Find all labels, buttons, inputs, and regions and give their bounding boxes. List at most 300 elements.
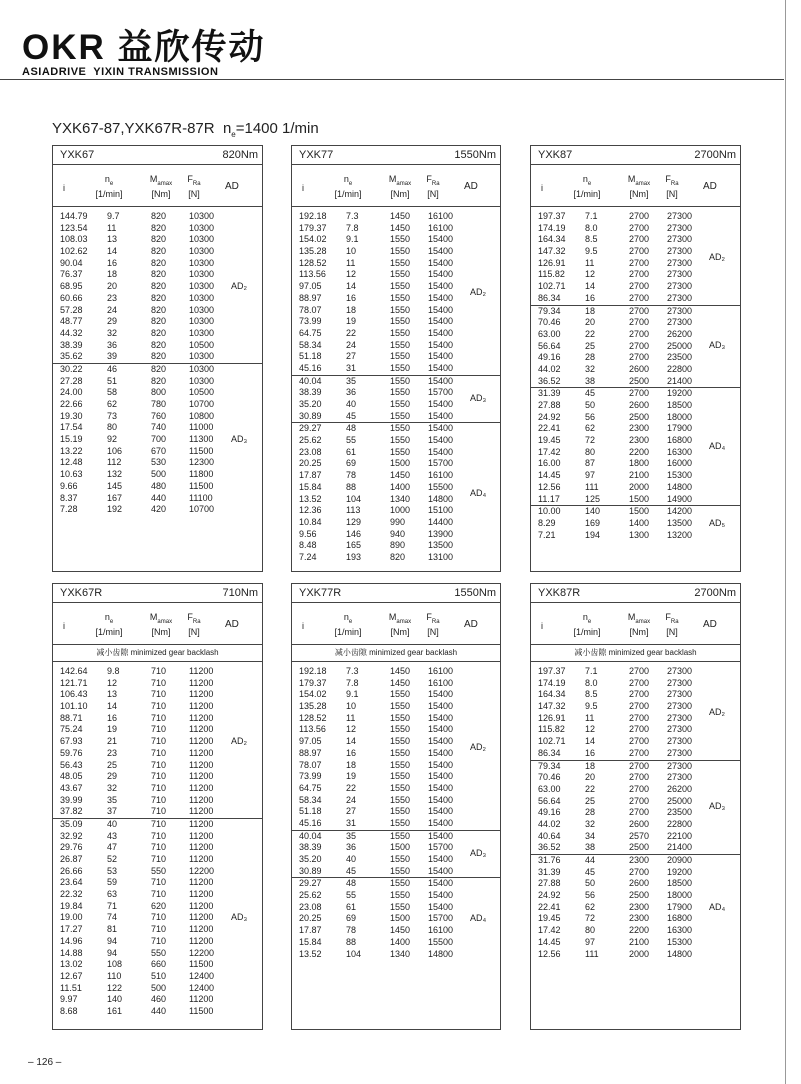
cell: 64.75 — [299, 327, 322, 338]
cell: 15400 — [428, 817, 454, 828]
table-row — [292, 890, 500, 902]
backlash-note: 减小齿隙 minimized gear backlash — [531, 645, 740, 662]
cell: 128.52 — [299, 712, 327, 723]
cell: 12 — [346, 724, 357, 735]
ad-group — [53, 818, 262, 1018]
cell: 14.45 — [538, 470, 561, 481]
cell: 35 — [107, 794, 118, 805]
cell: 11500 — [189, 445, 214, 456]
cell: 11.51 — [60, 982, 82, 993]
table-row — [292, 246, 500, 258]
cell: 35.20 — [299, 854, 322, 864]
table-body — [292, 662, 500, 960]
cell: 2100 — [629, 936, 650, 947]
cell: 820 — [151, 351, 167, 362]
table-row — [53, 819, 262, 831]
cell: 1550 — [390, 423, 411, 434]
cell: 11500 — [189, 959, 214, 970]
cell: 10.00 — [538, 506, 561, 517]
panel-4 — [291, 583, 501, 1030]
cell: 2700 — [629, 736, 650, 747]
cell: 38 — [585, 375, 596, 386]
cell: 1550 — [390, 246, 411, 257]
ad-label: AD₃ — [231, 912, 248, 923]
cell: 15400 — [428, 446, 454, 457]
cell: 58 — [107, 387, 118, 398]
cell: 710 — [151, 701, 167, 712]
table-row — [292, 399, 500, 411]
cell: 15400 — [428, 269, 454, 280]
cell: 69 — [346, 913, 357, 924]
cell: 9.97 — [60, 994, 78, 1005]
table-row — [53, 246, 262, 258]
cell: 13.52 — [299, 493, 322, 504]
cell: 1550 — [390, 736, 411, 747]
cell: 67.93 — [60, 736, 83, 747]
cell: 25000 — [667, 340, 693, 351]
cell: 39 — [107, 351, 118, 362]
cell: 174.19 — [538, 222, 566, 233]
cell: 45.16 — [299, 362, 322, 373]
ad-label: AD₂ — [231, 281, 247, 292]
cell: 1550 — [390, 316, 411, 327]
cell: 10300 — [189, 257, 215, 268]
cell: 16100 — [428, 666, 454, 676]
cell: 17.42 — [538, 446, 561, 457]
col-f-unit: [N] — [666, 188, 678, 199]
cell: 8.5 — [585, 234, 598, 245]
brand-subtitle: ASIADRIVE YIXIN TRANSMISSION — [22, 66, 219, 78]
table-row — [292, 293, 500, 305]
cell: 22.66 — [60, 399, 83, 409]
cell: 35 — [346, 375, 357, 386]
cell: 15400 — [428, 736, 454, 747]
cell: 1550 — [390, 399, 411, 409]
cell: 820 — [151, 281, 167, 292]
table-row — [531, 925, 740, 937]
panel-model: YXK77 — [299, 149, 334, 161]
cell: 20.25 — [299, 913, 322, 924]
table-row — [292, 281, 500, 293]
cell: 31.39 — [538, 388, 561, 399]
cell: 2700 — [629, 269, 650, 280]
cell: 8.0 — [585, 677, 598, 688]
cell: 7.8 — [346, 222, 359, 233]
cell: 17900 — [667, 901, 693, 912]
cell: 27300 — [667, 317, 693, 328]
cell: 62 — [585, 901, 596, 912]
table-row — [292, 913, 500, 925]
cell: 36.52 — [538, 375, 561, 386]
cell: 710 — [151, 759, 167, 770]
table-row — [53, 994, 262, 1006]
cell: 25 — [585, 340, 596, 351]
cell: 11500 — [189, 1005, 214, 1016]
cell: 31.39 — [538, 866, 561, 877]
table-row — [53, 351, 262, 363]
cell: 59.76 — [60, 747, 83, 758]
cell: 820 — [151, 304, 167, 315]
cell: 47 — [107, 842, 118, 853]
panel-torque: 1550Nm — [454, 587, 496, 599]
cell: 1500 — [390, 913, 411, 924]
cell: 1550 — [390, 794, 411, 805]
cell: 2500 — [629, 411, 650, 422]
cell: 16100 — [428, 470, 454, 481]
column-header — [53, 603, 262, 645]
col-n-sym: n — [582, 174, 588, 184]
table-row — [53, 877, 262, 889]
cell: 174.19 — [538, 677, 566, 688]
table-row — [53, 411, 262, 423]
table-row — [292, 435, 500, 447]
cell: 2700 — [629, 234, 650, 245]
table-row — [292, 724, 500, 736]
cell: 11200 — [189, 794, 214, 805]
cell: 15400 — [428, 246, 454, 257]
cell: 15400 — [428, 281, 454, 292]
cell: 32 — [585, 363, 596, 374]
table-row — [53, 983, 262, 995]
table-row — [53, 504, 262, 516]
cell: 500 — [151, 982, 167, 993]
cell: 43 — [107, 830, 118, 841]
col-n-unit: [1/min] — [573, 626, 601, 637]
col-m-sub: amax — [635, 618, 651, 625]
cell: 11000 — [189, 422, 214, 433]
cell: 34 — [585, 830, 596, 841]
col-n — [91, 174, 127, 199]
panel-torque: 710Nm — [222, 587, 258, 599]
cell: 97.05 — [299, 281, 322, 292]
cell: 31.76 — [538, 855, 561, 865]
cell: 27300 — [667, 666, 693, 676]
table-row — [292, 423, 500, 435]
cell: 1300 — [629, 529, 650, 540]
cell: 1550 — [390, 830, 411, 841]
ad-group — [531, 505, 740, 541]
cell: 165 — [346, 540, 362, 551]
cell: 12.36 — [299, 505, 322, 516]
cell: 76.37 — [60, 269, 83, 280]
cell: 27300 — [667, 747, 693, 758]
cell: 14800 — [667, 948, 693, 959]
cell: 1500 — [629, 493, 650, 504]
cell: 11200 — [189, 889, 214, 900]
table-row — [292, 713, 500, 725]
col-f-sub: Ra — [431, 618, 440, 625]
table-row — [292, 482, 500, 494]
cell: 27300 — [667, 246, 693, 257]
cell: 10300 — [189, 246, 215, 257]
cell: 1400 — [390, 936, 411, 947]
cell: 27300 — [667, 760, 693, 771]
cell: 7.1 — [585, 666, 598, 676]
table-row — [53, 724, 262, 736]
cell: 125 — [585, 493, 601, 504]
cell: 27300 — [667, 677, 693, 688]
cell: 710 — [151, 830, 167, 841]
cell: 820 — [151, 327, 167, 338]
cell: 140 — [107, 994, 123, 1005]
cell: 13.02 — [60, 959, 83, 970]
cell: 9.5 — [585, 701, 598, 712]
cell: 36 — [107, 339, 118, 350]
cell: 32 — [107, 327, 118, 338]
cell: 15.84 — [299, 936, 322, 947]
col-f-sub: Ra — [192, 618, 201, 625]
table-row — [531, 458, 740, 470]
cell: 17.42 — [538, 925, 561, 936]
panel-torque: 820Nm — [222, 149, 258, 161]
cell: 1500 — [629, 506, 650, 517]
cell: 128.52 — [299, 257, 327, 268]
table-row — [531, 784, 740, 796]
cell: 35.09 — [60, 818, 83, 829]
cell: 16 — [346, 292, 357, 303]
cell: 154.02 — [299, 234, 327, 245]
cell: 104 — [346, 493, 362, 504]
cell: 2700 — [629, 222, 650, 233]
cell: 22800 — [667, 363, 693, 374]
cell: 25.62 — [299, 890, 322, 901]
header-rule — [0, 79, 784, 80]
cell: 72 — [585, 435, 596, 446]
cell: 12 — [585, 269, 596, 280]
cell: 10300 — [189, 292, 215, 303]
cell: 27300 — [667, 772, 693, 783]
cell: 97 — [585, 936, 596, 947]
cell: 90.04 — [60, 257, 83, 268]
panel-0 — [52, 145, 263, 572]
cell: 15400 — [428, 806, 454, 817]
cell: 2700 — [629, 352, 650, 363]
cell: 27 — [346, 351, 357, 362]
cell: 12.56 — [538, 948, 561, 959]
cell: 43.67 — [60, 782, 83, 793]
cell: 15700 — [428, 913, 454, 924]
cell: 135.28 — [299, 701, 327, 712]
table-row — [531, 388, 740, 400]
ad-label: AD₂ — [231, 736, 247, 747]
cell: 14900 — [667, 493, 693, 504]
cell: 2000 — [629, 481, 650, 492]
cell: 147.32 — [538, 701, 566, 712]
ad-group — [531, 760, 740, 855]
cell: 2700 — [629, 760, 650, 771]
cell: 710 — [151, 912, 167, 923]
cell: 72 — [585, 913, 596, 924]
cell: 2700 — [629, 328, 650, 339]
panel-model: YXK67R — [60, 587, 103, 599]
col-m-sym: M — [149, 174, 158, 184]
cell: 2700 — [629, 305, 650, 316]
table-row — [53, 305, 262, 317]
cell: 140 — [585, 506, 601, 517]
cell: 40.04 — [299, 830, 322, 841]
cell: 15400 — [428, 351, 454, 362]
col-m-sub: amax — [157, 618, 173, 625]
table-row — [53, 901, 262, 913]
cell: 1550 — [390, 747, 411, 758]
col-f — [179, 612, 209, 637]
cell: 192.18 — [299, 666, 327, 676]
cell: 1450 — [390, 211, 411, 221]
cell: 11200 — [189, 747, 214, 758]
cell: 2700 — [629, 317, 650, 328]
table-row — [292, 387, 500, 399]
cell: 1550 — [390, 292, 411, 303]
page-subtitle — [52, 120, 319, 139]
cell: 10300 — [189, 316, 215, 327]
cell: 2700 — [629, 795, 650, 806]
cell: 86.34 — [538, 292, 561, 303]
col-f-unit: [N] — [188, 626, 200, 637]
cell: 9.5 — [585, 246, 598, 257]
ad-group — [531, 211, 740, 305]
cell: 10800 — [189, 410, 215, 421]
cell: 1500 — [390, 842, 411, 853]
cell: 16.00 — [538, 458, 561, 469]
col-n-sym: n — [104, 612, 110, 622]
cell: 10300 — [189, 211, 215, 221]
table-row — [53, 866, 262, 878]
col-n-sym: n — [582, 612, 588, 622]
table-row — [531, 376, 740, 388]
table-row — [292, 925, 500, 937]
cell: 88.71 — [60, 712, 83, 723]
subtitle-n: n — [222, 120, 232, 137]
cell: 15400 — [428, 362, 454, 373]
cell: 126.91 — [538, 257, 566, 268]
cell: 32 — [107, 782, 118, 793]
cell: 10 — [346, 246, 357, 257]
cell: 15400 — [428, 399, 454, 409]
col-n-sub: e — [109, 180, 114, 187]
table-row — [292, 234, 500, 246]
table-row — [531, 855, 740, 867]
cell: 122 — [107, 982, 123, 993]
cell: 2300 — [629, 855, 650, 865]
cell: 56 — [585, 890, 596, 901]
table-row — [292, 269, 500, 281]
table-row — [531, 890, 740, 902]
table-row — [292, 878, 500, 890]
cell: 710 — [151, 854, 167, 864]
cell: 63 — [107, 889, 118, 900]
cell: 11200 — [189, 877, 214, 888]
cell: 25 — [107, 759, 118, 770]
cell: 10300 — [189, 234, 215, 245]
ad-label: AD₄ — [470, 913, 487, 924]
cell: 2700 — [629, 246, 650, 257]
cell: 620 — [151, 900, 167, 911]
panel-torque: 2700Nm — [694, 587, 736, 599]
cell: 12.48 — [60, 457, 83, 468]
cell: 68.95 — [60, 281, 83, 292]
cell: 1340 — [390, 493, 411, 504]
col-m-sym: M — [627, 174, 636, 184]
cell: 2100 — [629, 470, 650, 481]
cell: 88.97 — [299, 747, 322, 758]
cell: 104 — [346, 948, 362, 959]
cell: 108.03 — [60, 234, 88, 245]
cell: 18500 — [667, 400, 693, 410]
panel-3 — [52, 583, 263, 1030]
cell: 15400 — [428, 782, 454, 793]
table-row — [292, 795, 500, 807]
cell: 13500 — [428, 540, 454, 551]
table-row — [531, 364, 740, 376]
cell: 7.24 — [299, 551, 317, 562]
col-n-unit: [1/min] — [95, 188, 123, 199]
cell: 37 — [107, 806, 118, 817]
cell: 710 — [151, 935, 167, 946]
cell: 70.46 — [538, 317, 561, 328]
cell: 25000 — [667, 795, 693, 806]
cell: 32 — [585, 818, 596, 829]
cell: 2300 — [629, 913, 650, 924]
ad-group — [53, 211, 262, 363]
cell: 1550 — [390, 854, 411, 864]
cell: 15400 — [428, 794, 454, 805]
cell: 1550 — [390, 351, 411, 362]
cell: 710 — [151, 689, 167, 700]
cell: 1550 — [390, 435, 411, 446]
cell: 10300 — [189, 304, 215, 315]
cell: 11200 — [189, 994, 214, 1005]
table-row — [531, 819, 740, 831]
col-n-sym: n — [104, 174, 110, 184]
cell: 7.3 — [346, 666, 359, 676]
cell: 24 — [346, 794, 357, 805]
cell: 2500 — [629, 375, 650, 386]
cell: 7.21 — [538, 529, 556, 540]
cell: 9.1 — [346, 689, 359, 700]
cell: 1550 — [390, 759, 411, 770]
cell: 111 — [585, 481, 599, 492]
cell: 58.34 — [299, 794, 322, 805]
ad-group — [531, 387, 740, 505]
table-row — [531, 211, 740, 223]
table-row — [292, 363, 500, 375]
cell: 27 — [346, 806, 357, 817]
cell: 19200 — [667, 388, 693, 399]
cell: 145 — [107, 480, 123, 491]
cell: 11200 — [189, 677, 214, 688]
ad-group — [53, 363, 262, 516]
cell: 14 — [585, 281, 596, 292]
cell: 194 — [585, 529, 601, 540]
cell: 18500 — [667, 878, 693, 889]
table-row — [53, 666, 262, 678]
cell: 92 — [107, 434, 118, 445]
table-row — [292, 666, 500, 678]
cell: 1450 — [390, 925, 411, 936]
cell: 26.87 — [60, 854, 83, 864]
table-row — [531, 423, 740, 435]
cell: 18000 — [667, 411, 693, 422]
col-n — [569, 612, 605, 637]
table-row — [531, 223, 740, 235]
cell: 51.18 — [299, 351, 322, 362]
ad-label: AD₃ — [231, 433, 248, 444]
cell: 2700 — [629, 340, 650, 351]
cell: 15400 — [428, 234, 454, 245]
cell: 45.16 — [299, 817, 322, 828]
cell: 46 — [107, 363, 118, 374]
cell: 17900 — [667, 423, 693, 434]
